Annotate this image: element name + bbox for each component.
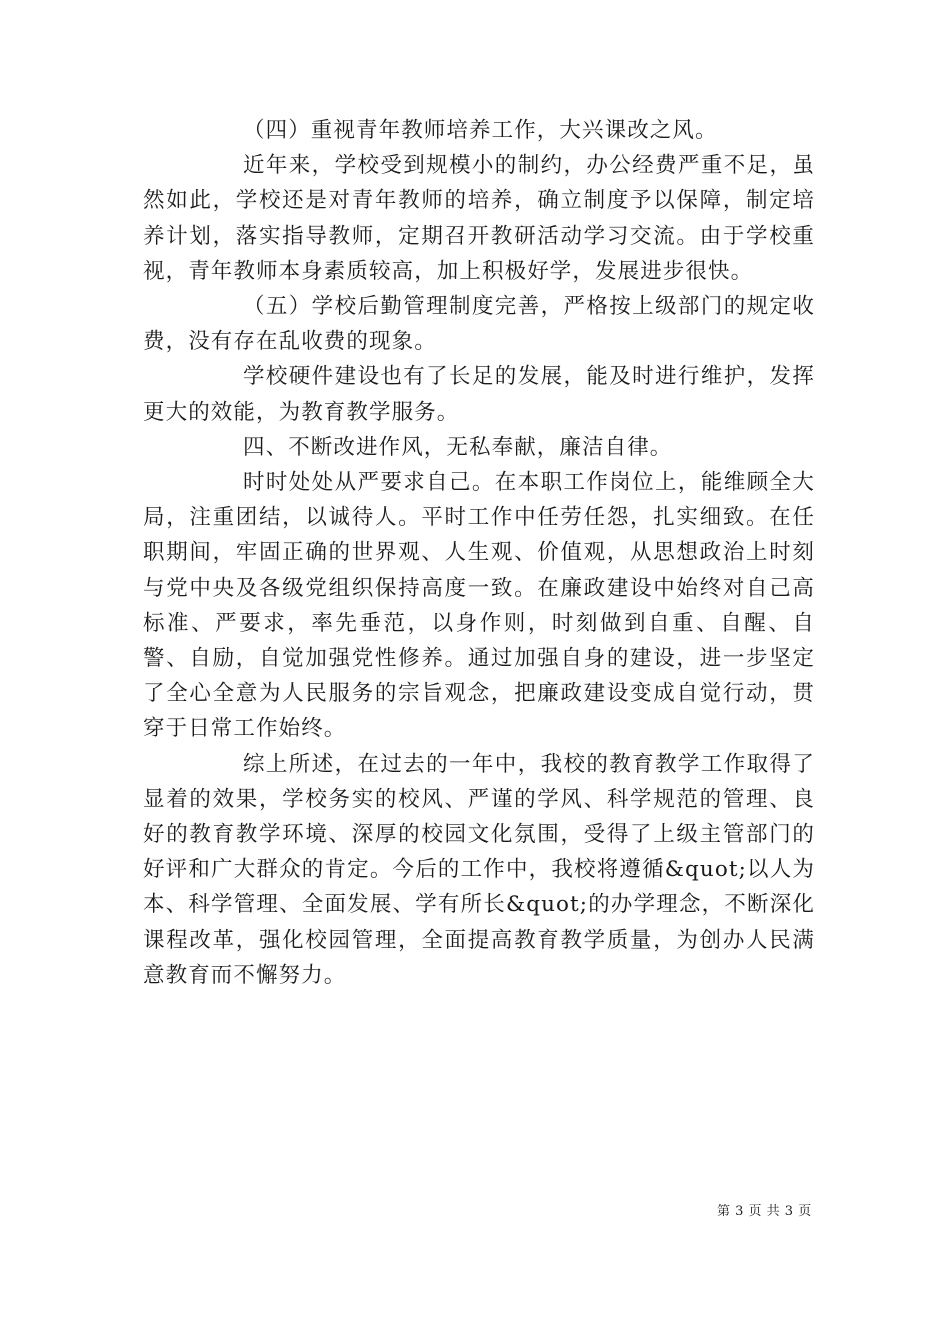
paragraph-young-teachers: 近年来，学校受到规模小的制约，办公经费严重不足，虽然如此，学校还是对青年教师的培养，确立制度予以保障，制定培养计划，落实指导教师，定期召开教研活动学习交流。由于学校重视，青年教师本身素质较高，加上积极好学，发展进步很快。 — [143, 153, 815, 284]
paragraph-hardware: 学校硬件建设也有了长足的发展，能及时进行维护，发挥更大的效能，为教育教学服务。 — [143, 364, 815, 425]
paragraph-section-5-heading: （五）学校后勤管理制度完善，严格按上级部门的规定收费，没有存在乱收费的现象。 — [143, 294, 815, 355]
page-number-footer: 第 3 页 共 3 页 — [717, 1204, 812, 1219]
paragraph-summary: 综上所述，在过去的一年中，我校的教育教学工作取得了显着的效果，学校务实的校风、严谨的学风、科学规范的管理、良好的教育教学环境、深厚的校园文化氛围，受得了上级主管部门的好评和广大群众的肯定。今后的工作中，我校将遵循&quot;以人为本、科学管理、全面发展、学有所长&quot;的办学理念，不断深化课程改革，强化校园管理，全面提高教育教学质量，为创办人民满意教育而不懈努力。 — [143, 751, 815, 988]
paragraph-self-discipline: 时时处处从严要求自己。在本职工作岗位上，能维顾全大局，注重团结，以诚待人。平时工作中任劳任怨，扎实细致。在任职期间，牢固正确的世界观、人生观、价值观，从思想政治上时刻与党中央及各级党组织保持高度一致。在廉政建设中始终对自己高标准、严要求，率先垂范，以身作则，时刻做到自重、自醒、自警、自励，自觉加强党性修养。通过加强自身的建设，进一步坚定了全心全意为人民服务的宗旨观念，把廉政建设变成自觉行动，贯穿于日常工作始终。 — [143, 470, 815, 742]
document-body — [143, 113, 815, 993]
paragraph-section-four-heading: 四、不断改进作风，无私奉献，廉洁自律。 — [243, 434, 673, 460]
paragraph-section-4-heading: （四）重视青年教师培养工作，大兴课改之风。 — [243, 118, 718, 143]
